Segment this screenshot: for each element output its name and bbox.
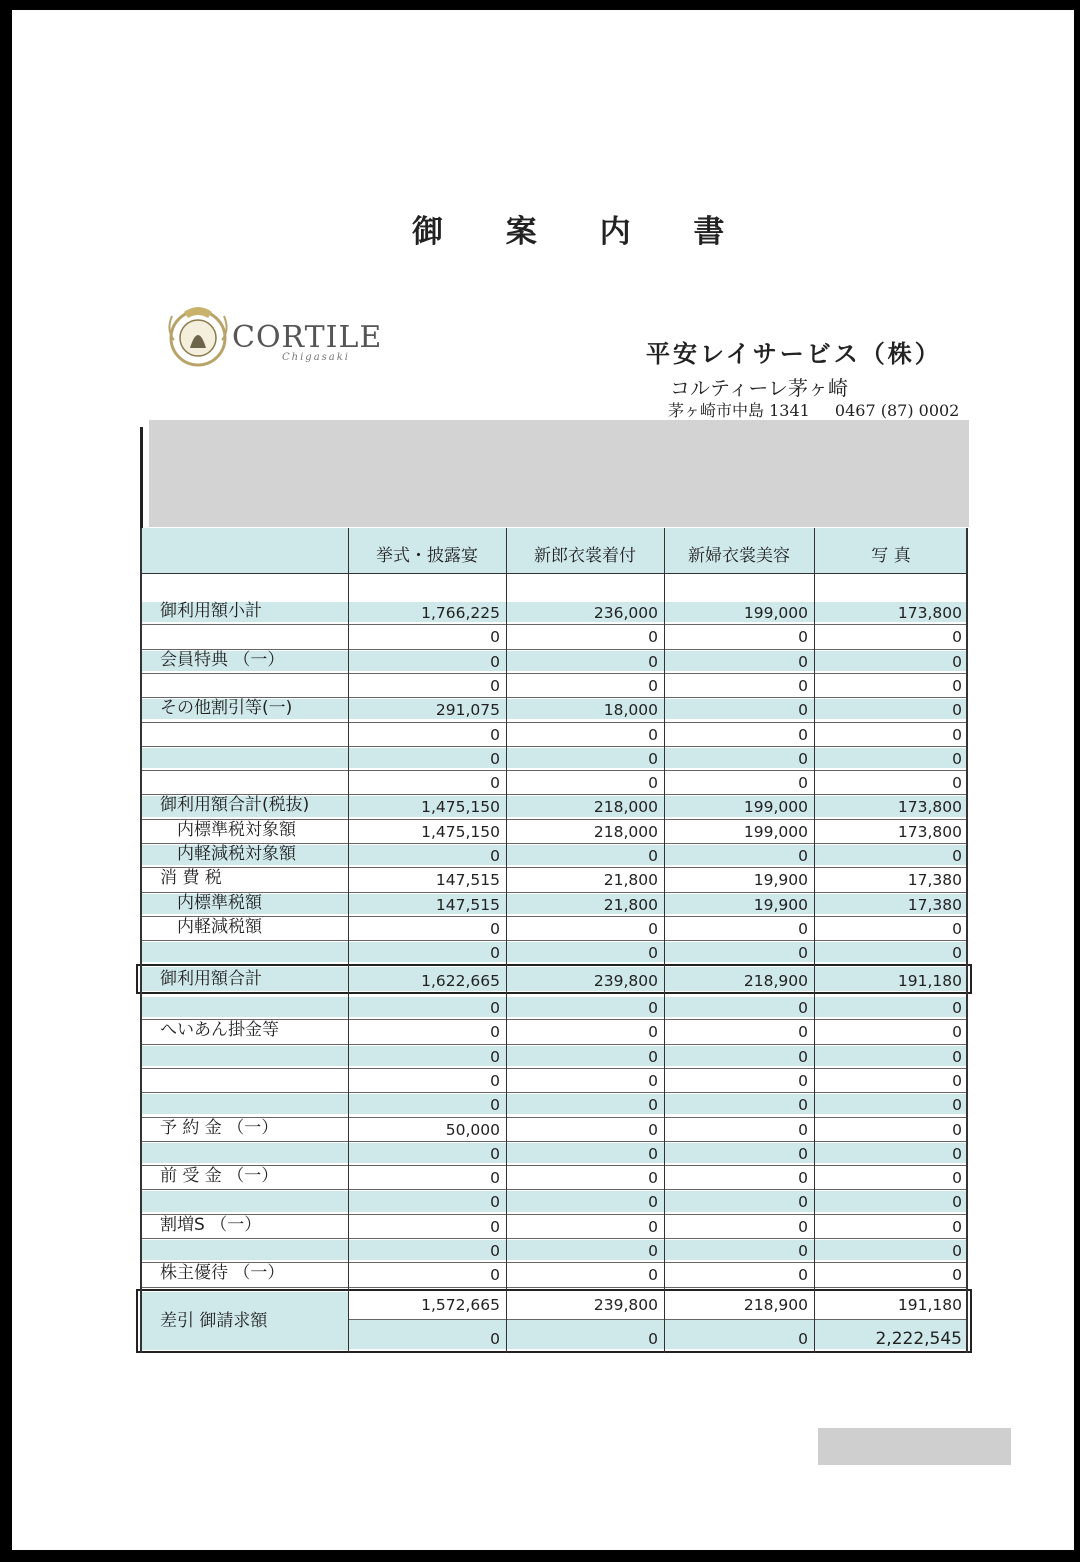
total-value: 1,622,665	[421, 972, 500, 990]
cell-value: 173,800	[897, 604, 962, 622]
cell-value: 0	[798, 628, 808, 647]
cell-value: 0	[952, 1217, 962, 1236]
row-label: へいあん掛金等	[160, 1020, 279, 1041]
cell-value: 0	[648, 628, 658, 647]
column-header: 写 真	[871, 546, 911, 566]
cell-value: 0	[798, 701, 808, 720]
cell-value: 0	[798, 847, 808, 865]
row-divider	[140, 746, 968, 747]
cell-value: 199,000	[743, 604, 808, 622]
cell-value: 0	[798, 749, 808, 768]
cell-value: 0	[490, 999, 500, 1017]
cell-value: 0	[648, 944, 658, 963]
cell-value: 0	[648, 1217, 658, 1236]
cell-value: 0	[490, 725, 500, 744]
cell-value: 0	[952, 1096, 962, 1115]
cell-value: 0	[798, 1144, 808, 1163]
cell-value: 0	[648, 847, 658, 865]
row-divider	[140, 867, 968, 868]
cell-value: 0	[490, 1023, 500, 1042]
cell-value: 0	[798, 919, 808, 938]
column-divider	[966, 528, 968, 1353]
cell-value: 19,900	[753, 871, 808, 890]
cell-value: 291,075	[435, 701, 500, 720]
cell-value: 0	[490, 1242, 500, 1260]
column-divider	[664, 528, 665, 1353]
estimate-table	[140, 528, 968, 1353]
cell-value: 0	[648, 1047, 658, 1066]
cell-value: 18,000	[603, 701, 658, 720]
crest-icon	[162, 300, 234, 370]
final-value: 2,222,545	[875, 1329, 962, 1349]
cell-value: 0	[952, 1169, 962, 1188]
total-value: 191,180	[897, 972, 962, 990]
row-label: 会員特典 （一）	[160, 649, 285, 670]
cell-value: 0	[648, 919, 658, 938]
row-divider	[140, 1092, 968, 1093]
row-label: 消 費 税	[160, 868, 222, 889]
row-divider	[140, 624, 968, 625]
cell-value: 0	[798, 774, 808, 793]
row-divider	[140, 940, 968, 941]
cell-value: 173,800	[897, 798, 962, 817]
cell-value: 1,475,150	[421, 822, 500, 841]
cortile-logo	[162, 300, 402, 370]
column-header: 新郎衣裳着付	[534, 546, 636, 566]
cell-value: 0	[952, 999, 962, 1017]
cell-value: 0	[952, 919, 962, 938]
row-label: 内軽減税額	[160, 916, 262, 937]
cell-value: 173,800	[897, 822, 962, 841]
logo-wordmark: CORTILE	[232, 320, 383, 355]
cell-value: 0	[952, 1120, 962, 1139]
cell-value: 0	[490, 628, 500, 647]
cell-value: 0	[952, 1023, 962, 1042]
header-divider	[140, 573, 968, 574]
cell-value: 0	[648, 725, 658, 744]
total-value: 218,900	[743, 972, 808, 990]
cell-value: 0	[490, 1169, 500, 1188]
cell-value: 0	[648, 1071, 658, 1090]
document-title: 御 案 内 書	[412, 214, 751, 250]
cell-value: 0	[952, 628, 962, 647]
cell-value: 0	[490, 1096, 500, 1115]
final-value: 1,572,665	[421, 1296, 500, 1314]
cell-value: 218,000	[593, 798, 658, 817]
cell-value: 0	[952, 774, 962, 793]
row-divider	[140, 1214, 968, 1215]
cell-value: 0	[952, 847, 962, 865]
row-divider	[140, 1068, 968, 1069]
row-divider	[140, 1189, 968, 1190]
cell-value: 0	[490, 676, 500, 695]
cell-value: 0	[952, 1242, 962, 1260]
row-label: 株主優待 （一）	[160, 1263, 285, 1284]
cell-value: 0	[798, 1096, 808, 1115]
cell-value: 0	[798, 1047, 808, 1066]
cell-value: 0	[798, 1266, 808, 1285]
cell-value: 0	[490, 749, 500, 768]
cell-value: 0	[952, 725, 962, 744]
cell-value: 0	[490, 847, 500, 865]
row-label: 内軽減税対象額	[160, 844, 296, 864]
company-name: 平安レイサービス（株）	[646, 340, 942, 368]
row-divider	[140, 1287, 968, 1288]
cell-value: 199,000	[743, 798, 808, 817]
column-divider	[140, 528, 142, 1353]
final-divider	[348, 1319, 968, 1320]
cell-value: 50,000	[445, 1120, 500, 1139]
final-value: 191,180	[897, 1296, 962, 1314]
cell-value: 0	[648, 676, 658, 695]
cell-value: 0	[648, 1242, 658, 1260]
cell-value: 0	[490, 774, 500, 793]
cell-value: 0	[798, 999, 808, 1017]
column-header: 新婦衣裳美容	[688, 546, 790, 566]
final-value: 0	[648, 1330, 658, 1348]
cell-value: 0	[490, 919, 500, 938]
redacted-stamp	[818, 1428, 1011, 1465]
cell-value: 236,000	[593, 604, 658, 622]
cell-value: 0	[952, 749, 962, 768]
table-frame-edge	[140, 427, 143, 535]
cell-value: 0	[952, 1144, 962, 1163]
cell-value: 0	[798, 1169, 808, 1188]
row-label: 御利用額小計	[160, 601, 262, 621]
cell-value: 199,000	[743, 822, 808, 841]
final-value: 0	[490, 1330, 500, 1348]
cell-value: 21,800	[603, 871, 658, 890]
row-label: 予 約 金 （一）	[160, 1117, 279, 1138]
cell-value: 0	[952, 1071, 962, 1090]
column-divider	[814, 528, 815, 1353]
cell-value: 0	[648, 1023, 658, 1042]
cell-value: 0	[952, 1266, 962, 1285]
phone-number: 0467 (87) 0002	[834, 401, 960, 420]
cell-value: 147,515	[435, 895, 500, 914]
cell-value: 147,515	[435, 871, 500, 890]
row-divider	[140, 916, 968, 917]
cell-value: 0	[952, 1193, 962, 1212]
cell-value: 0	[490, 944, 500, 963]
column-divider	[506, 528, 507, 1353]
document-page	[12, 10, 1074, 1550]
cell-value: 0	[798, 1217, 808, 1236]
row-divider	[140, 770, 968, 771]
cell-value: 0	[648, 999, 658, 1017]
cell-value: 0	[490, 1217, 500, 1236]
cell-value: 19,900	[753, 895, 808, 914]
row-divider	[140, 1238, 968, 1239]
cell-value: 0	[798, 1193, 808, 1212]
cell-value: 0	[648, 1193, 658, 1212]
redacted-block	[149, 420, 969, 527]
row-divider	[140, 673, 968, 674]
cell-value: 0	[798, 1071, 808, 1090]
row-divider	[140, 1141, 968, 1142]
cell-value: 0	[490, 1266, 500, 1285]
row-divider	[140, 892, 968, 893]
cell-value: 0	[952, 1047, 962, 1066]
cell-value: 0	[798, 652, 808, 671]
logo-subtitle: Chigasaki	[282, 352, 351, 363]
cell-value: 0	[490, 1071, 500, 1090]
cell-value: 17,380	[907, 871, 962, 890]
total-label: 御利用額合計	[160, 969, 262, 989]
cell-value: 0	[490, 1047, 500, 1066]
cell-value: 218,000	[593, 822, 658, 841]
cell-value: 0	[490, 652, 500, 671]
final-value: 0	[798, 1330, 808, 1348]
cell-value: 0	[952, 944, 962, 963]
row-label: その他割引等(一)	[160, 698, 293, 719]
cell-value: 0	[648, 652, 658, 671]
cell-value: 0	[648, 1144, 658, 1163]
cell-value: 1,766,225	[421, 604, 500, 622]
cell-value: 0	[952, 701, 962, 720]
cell-value: 0	[952, 652, 962, 671]
cell-value: 0	[648, 1266, 658, 1285]
column-divider	[348, 528, 349, 1353]
cell-value: 0	[648, 1120, 658, 1139]
venue-name: コルティーレ茅ヶ崎	[670, 376, 848, 400]
cell-value: 0	[648, 1169, 658, 1188]
cell-value: 0	[648, 774, 658, 793]
cell-value: 0	[798, 1242, 808, 1260]
cell-value: 17,380	[907, 895, 962, 914]
row-label: 内標準税対象額	[160, 819, 296, 840]
cell-value: 0	[490, 1144, 500, 1163]
cell-value: 0	[490, 1193, 500, 1212]
total-value: 239,800	[593, 972, 658, 990]
cell-value: 1,475,150	[421, 798, 500, 817]
cell-value: 21,800	[603, 895, 658, 914]
row-label: 御利用額合計(税抜)	[160, 795, 310, 816]
final-value: 239,800	[593, 1296, 658, 1314]
cell-value: 0	[798, 944, 808, 963]
row-divider	[140, 1044, 968, 1045]
column-header: 挙式・披露宴	[376, 546, 478, 566]
row-divider	[140, 722, 968, 723]
address-line	[668, 398, 959, 421]
final-label: 差引 御請求額	[160, 1311, 268, 1331]
cell-value: 0	[952, 676, 962, 695]
address: 茅ヶ崎市中島 1341	[668, 401, 810, 420]
row-label: 割増S （一）	[160, 1214, 262, 1235]
row-label: 前 受 金 （一）	[160, 1166, 279, 1187]
cell-value: 0	[798, 725, 808, 744]
final-value: 218,900	[743, 1296, 808, 1314]
row-label: 内標準税額	[160, 892, 262, 913]
cell-value: 0	[648, 749, 658, 768]
cell-value: 0	[648, 1096, 658, 1115]
cell-value: 0	[798, 676, 808, 695]
cell-value: 0	[798, 1023, 808, 1042]
cell-value: 0	[798, 1120, 808, 1139]
